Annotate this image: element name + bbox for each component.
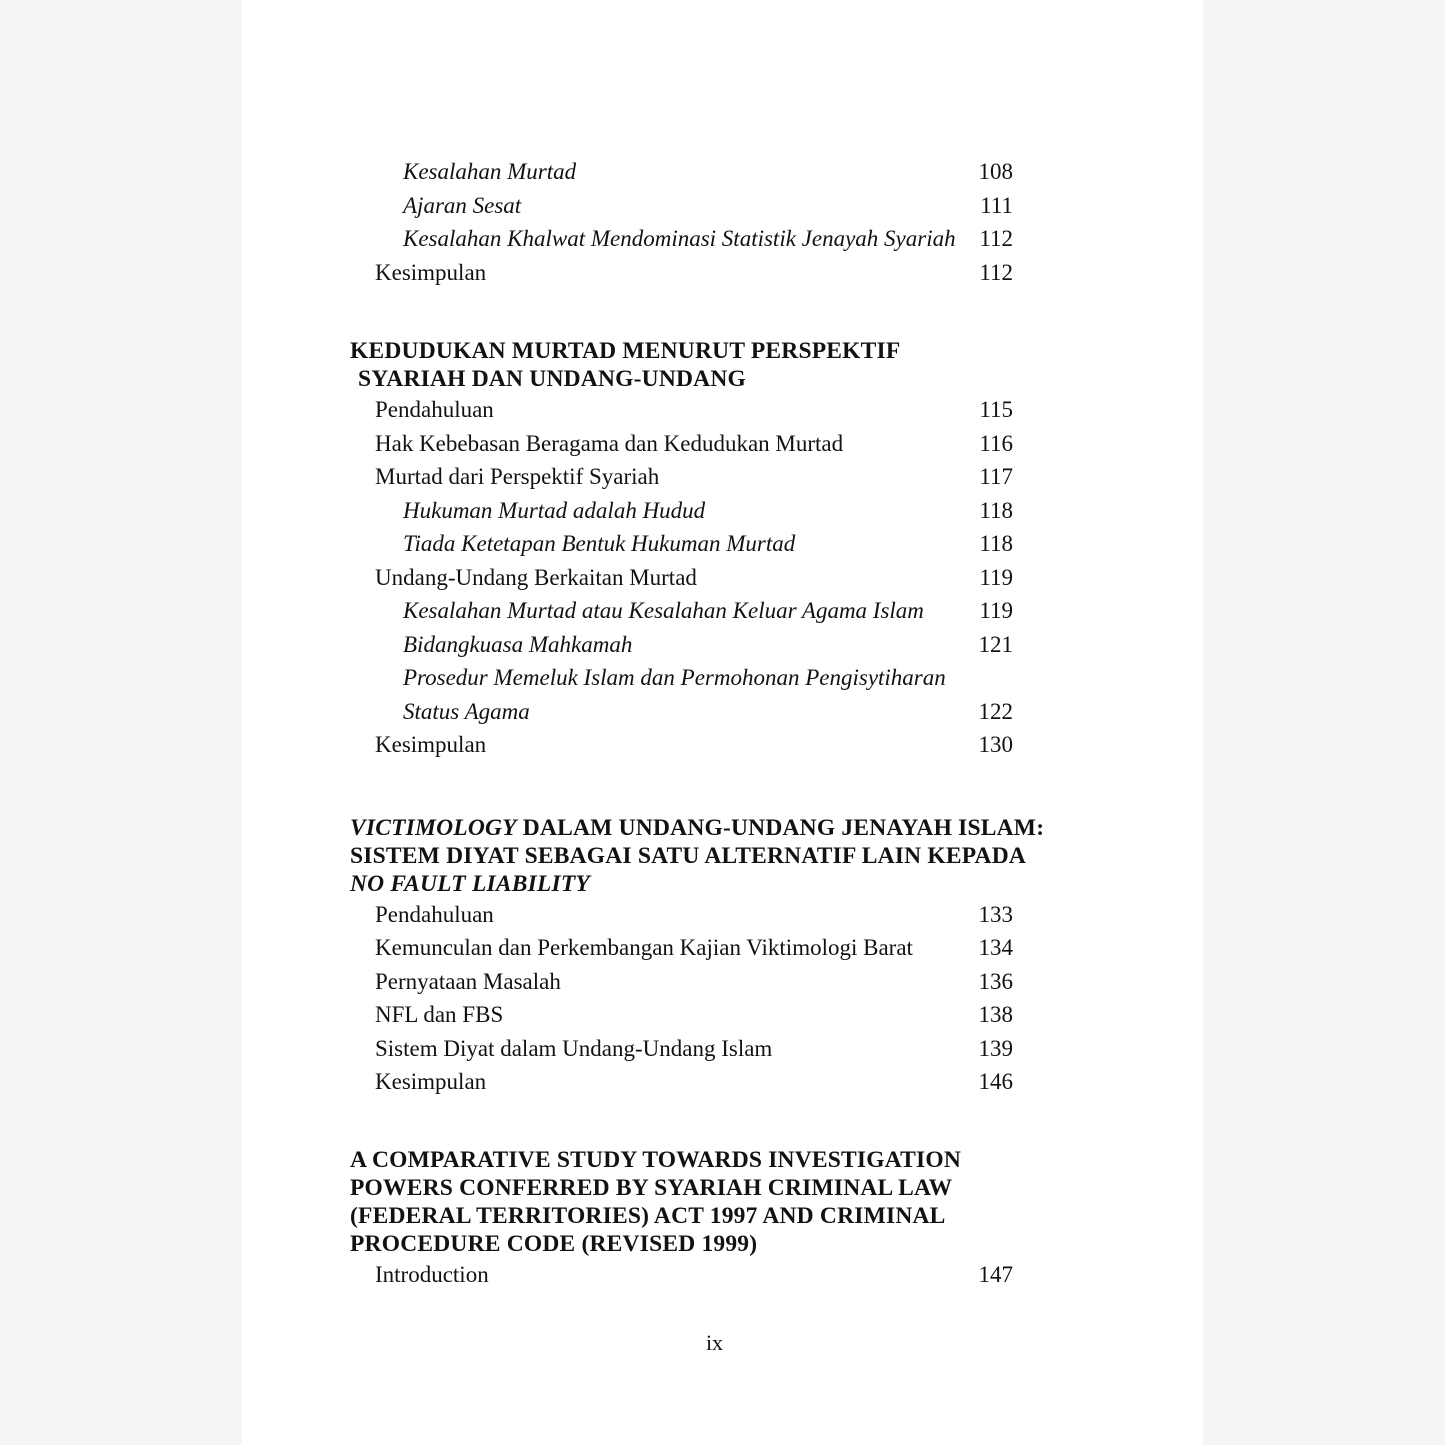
toc-entry bbox=[350, 155, 1013, 189]
toc-entry-title: Murtad dari Perspektif Syariah bbox=[375, 464, 660, 489]
toc-entry bbox=[350, 695, 1013, 729]
toc-entry bbox=[350, 527, 1013, 561]
toc-entry bbox=[350, 661, 1013, 695]
toc-entry-title: Pendahuluan bbox=[375, 901, 494, 927]
toc-entry bbox=[350, 931, 1013, 965]
chapter-heading-comparative bbox=[350, 1146, 1013, 1258]
toc-entry-page: 118 bbox=[979, 531, 1013, 556]
toc-entry-title: Prosedur Memeluk Islam dan Permohonan Pengisytiharan bbox=[403, 665, 946, 690]
chapter-heading-line: PROCEDURE CODE (REVISED 1999) bbox=[350, 1230, 758, 1257]
toc-entry-page: 136 bbox=[978, 968, 1013, 994]
chapter-heading-line: SISTEM DIYAT SEBAGAI SATU ALTERNATIF LAIN KEPADA bbox=[350, 842, 1027, 869]
toc-entry-page: 117 bbox=[979, 464, 1013, 489]
toc-entry bbox=[350, 594, 1013, 628]
table-of-contents bbox=[350, 155, 1045, 1291]
toc-entry bbox=[350, 494, 1013, 528]
toc-entry bbox=[350, 561, 1013, 595]
toc-entry bbox=[350, 1032, 1013, 1066]
toc-entry-page: 112 bbox=[979, 259, 1013, 285]
toc-entry bbox=[350, 628, 1013, 662]
toc-entry-title: Pernyataan Masalah bbox=[375, 968, 561, 994]
toc-entry-title: Sistem Diyat dalam Undang-Undang Islam bbox=[375, 1035, 773, 1061]
toc-entry bbox=[350, 427, 1013, 461]
toc-entry-title: Introduction bbox=[375, 1261, 489, 1287]
toc-entry bbox=[350, 728, 1013, 762]
toc-entry-title: Kesimpulan bbox=[375, 1069, 487, 1094]
toc-entry-page: 134 bbox=[978, 935, 1013, 960]
toc-entry-title: Undang-Undang Berkaitan Murtad bbox=[375, 564, 697, 590]
chapter-heading-line: KEDUDUKAN MURTAD MENURUT PERSPEKTIF bbox=[350, 338, 901, 364]
toc-entry-page: 119 bbox=[979, 564, 1013, 590]
toc-entry-page: 118 bbox=[979, 497, 1013, 523]
toc-entry bbox=[350, 965, 1013, 999]
toc-entry-page: 139 bbox=[978, 1035, 1013, 1061]
toc-entry-title: Kesalahan Murtad atau Kesalahan Keluar Agama Islam bbox=[403, 598, 924, 623]
toc-entry-title: Kesimpulan bbox=[375, 259, 487, 285]
toc-entry bbox=[350, 393, 1013, 427]
chapter-heading-line: NO FAULT LIABILITY bbox=[350, 870, 590, 897]
toc-entry bbox=[350, 189, 1013, 223]
toc-entry bbox=[350, 222, 1013, 256]
toc-entry-title: Pendahuluan bbox=[375, 397, 494, 422]
toc-entry-page: 116 bbox=[979, 430, 1013, 456]
toc-entry-title: Kesimpulan bbox=[375, 732, 487, 757]
toc-entry-title: Kesalahan Khalwat Mendominasi Statistik Jenayah Syariah bbox=[403, 226, 956, 251]
toc-entry bbox=[350, 460, 1013, 494]
toc-entry-page: 108 bbox=[978, 159, 1013, 184]
toc-entry-title: Status Agama bbox=[403, 698, 530, 724]
toc-entry bbox=[350, 1258, 1013, 1292]
chapter-heading-line: (FEDERAL TERRITORIES) ACT 1997 AND CRIMINAL bbox=[350, 1202, 946, 1229]
chapter-heading-victimology bbox=[350, 814, 1045, 898]
toc-entry-page: 122 bbox=[978, 698, 1013, 724]
toc-entry-page: 111 bbox=[980, 192, 1013, 218]
toc-entry-page: 119 bbox=[979, 598, 1013, 623]
chapter-heading-line: SYARIAH DAN UNDANG-UNDANG bbox=[358, 366, 746, 392]
toc-entry-page: 133 bbox=[978, 901, 1013, 927]
book-page bbox=[242, 0, 1203, 1445]
toc-entry-title: Hak Kebebasan Beragama dan Kedudukan Murtad bbox=[375, 430, 844, 456]
toc-entry-page: 146 bbox=[978, 1069, 1013, 1094]
chapter-heading-italic: VICTIMOLOGY bbox=[350, 814, 517, 841]
page-number: ix bbox=[705, 1330, 724, 1355]
chapter-heading-line: A COMPARATIVE STUDY TOWARDS INVESTIGATION bbox=[350, 1146, 962, 1173]
toc-entry-title: Tiada Ketetapan Bentuk Hukuman Murtad bbox=[403, 531, 796, 556]
toc-entry-title: NFL dan FBS bbox=[375, 1002, 504, 1027]
toc-entry-page: 112 bbox=[979, 226, 1013, 251]
toc-entry-page: 138 bbox=[978, 1002, 1013, 1027]
chapter-heading-rest: DALAM UNDANG-UNDANG JENAYAH ISLAM: bbox=[516, 814, 1045, 841]
toc-entry bbox=[350, 898, 1013, 932]
toc-entry-title: Hukuman Murtad adalah Hudud bbox=[403, 497, 706, 523]
chapter-heading-line bbox=[350, 814, 1045, 842]
toc-entry-title: Ajaran Sesat bbox=[403, 192, 522, 218]
toc-entry bbox=[350, 256, 1013, 290]
toc-entry-title: Bidangkuasa Mahkamah bbox=[403, 631, 633, 657]
chapter-heading-line: POWERS CONFERRED BY SYARIAH CRIMINAL LAW bbox=[350, 1174, 953, 1201]
toc-entry-page: 147 bbox=[978, 1261, 1013, 1287]
toc-entry-page: 130 bbox=[978, 732, 1013, 757]
toc-entry-page: 115 bbox=[979, 397, 1013, 422]
toc-entry-page: 121 bbox=[978, 631, 1013, 657]
toc-entry-title: Kesalahan Murtad bbox=[403, 159, 577, 184]
toc-entry-title: Kemunculan dan Perkembangan Kajian Viktimologi Barat bbox=[375, 935, 913, 960]
chapter-heading-murtad bbox=[350, 337, 1013, 393]
toc-entry bbox=[350, 1065, 1013, 1099]
toc-entry bbox=[350, 998, 1013, 1032]
